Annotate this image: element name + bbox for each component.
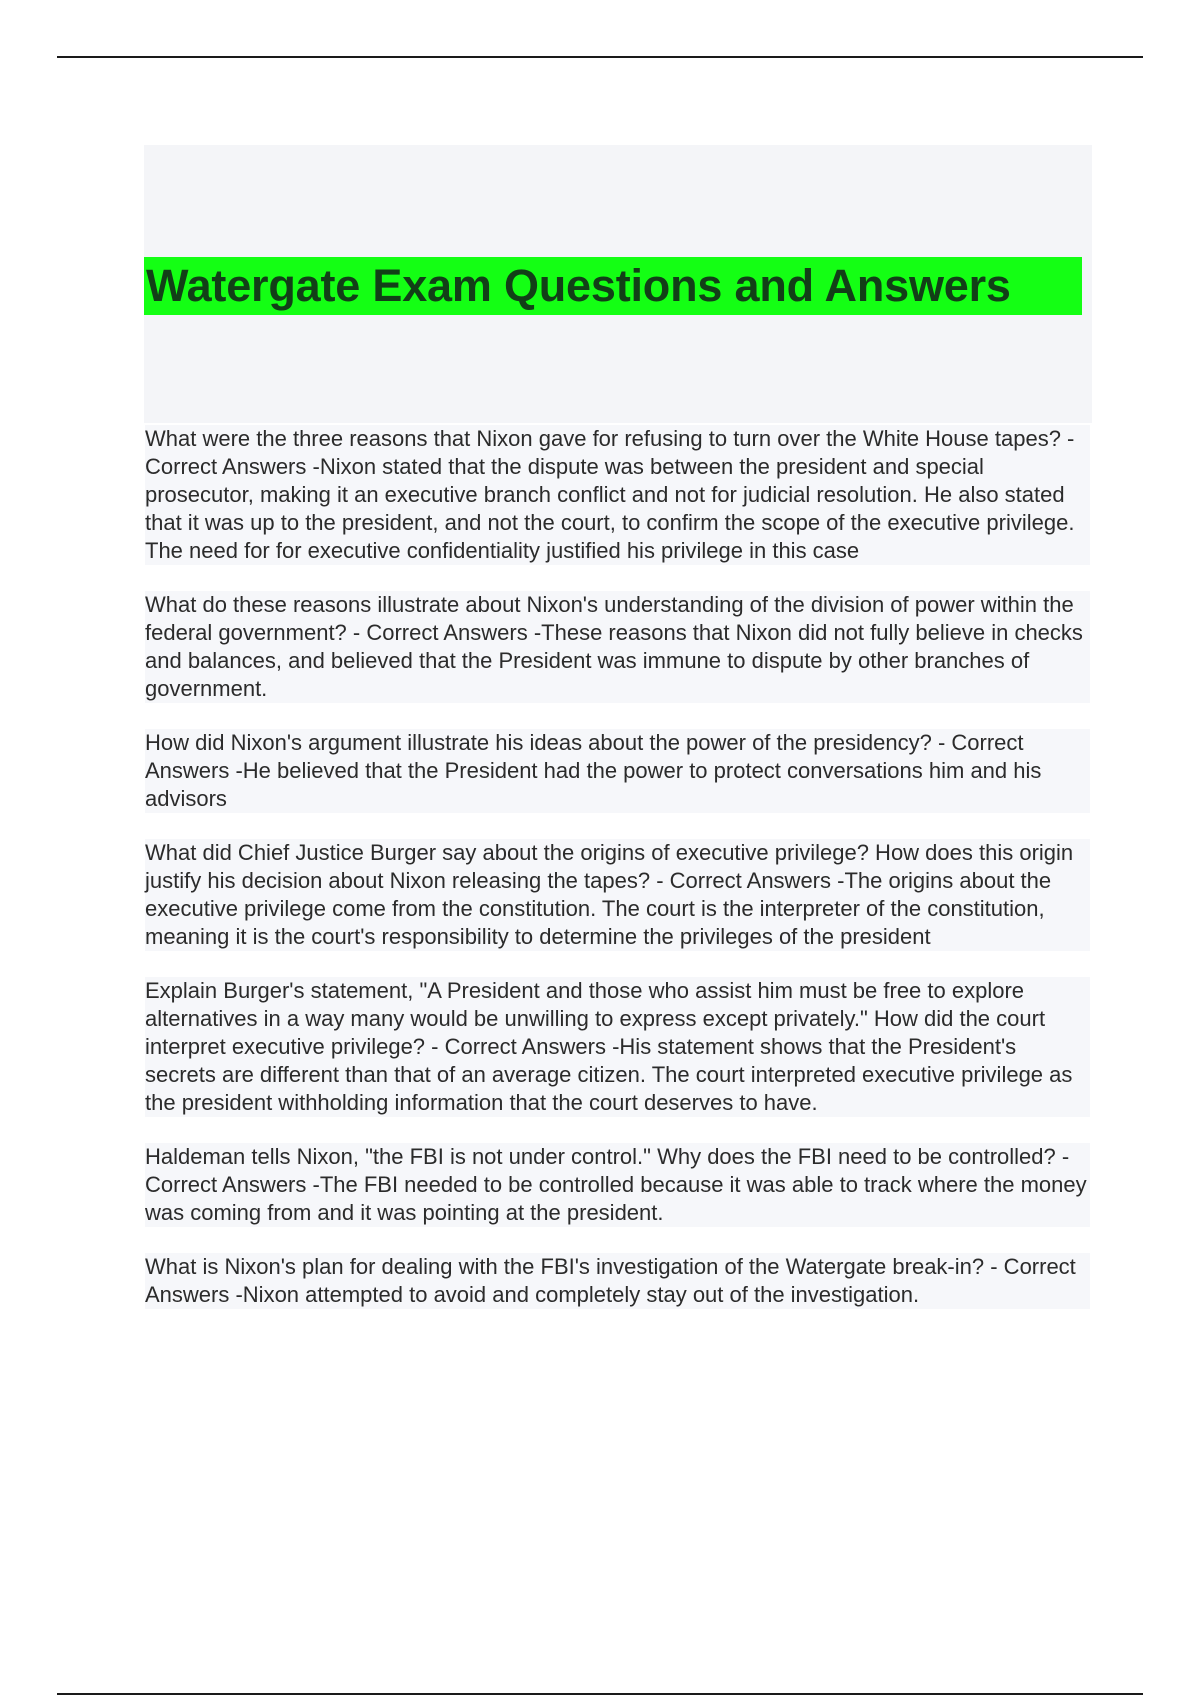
header-rule xyxy=(57,56,1143,58)
qa-item-3 xyxy=(145,729,1090,813)
answer-separator: - Correct Answers - xyxy=(145,730,1024,783)
question-text: Explain Burger's statement, "A President and those who assist him must be free to explore alternatives in a way many would be unwilling to express except privately." How did the court interpret executive privilege? xyxy=(145,978,1046,1059)
answer-separator: - Correct Answers - xyxy=(145,1254,1076,1307)
qa-item-4 xyxy=(145,839,1090,951)
qa-list xyxy=(145,425,1090,1335)
answer-text: His statement shows that the President's secrets are different than that of an average citizen. The court interpreted executive privilege as the president withholding information that the court deserves to have. xyxy=(145,1034,1073,1115)
answer-separator: - Correct Answers - xyxy=(346,620,542,645)
qa-item-5 xyxy=(145,977,1090,1117)
answer-text: He believed that the President had the power to protect conversations him and his advisors xyxy=(145,758,1042,811)
qa-item-7 xyxy=(145,1253,1090,1309)
qa-item-1 xyxy=(145,425,1090,565)
question-text: What were the three reasons that Nixon gave for refusing to turn over the White House tapes? xyxy=(145,426,1061,451)
answer-separator: - Correct Answers - xyxy=(425,1034,620,1059)
question-text: What is Nixon's plan for dealing with the FBI's investigation of the Watergate break-in? xyxy=(145,1254,985,1279)
answer-text: Nixon stated that the dispute was between the president and special prosecutor, making it an executive branch conflict and not for judicial resolution. He also stated that it was up to the president, and not the court, to confirm the scope of the executive privilege. The need for for executive confidentiality justified his privilege in this case xyxy=(145,454,1075,563)
answer-separator: - Correct Answers - xyxy=(145,1144,1070,1197)
qa-item-6 xyxy=(145,1143,1090,1227)
answer-text: The origins about the executive privilege come from the constitution. The court is the interpreter of the constitution, meaning it is the court's responsibility to determine the privileges of the president xyxy=(145,868,1052,949)
answer-text: Nixon attempted to avoid and completely stay out of the investigation. xyxy=(242,1282,920,1307)
question-text: What do these reasons illustrate about Nixon's understanding of the division of power within the federal government? xyxy=(145,592,1074,645)
answer-text: The FBI needed to be controlled because it was able to track where the money was coming from and it was pointing at the president. xyxy=(145,1172,1087,1225)
question-text: Haldeman tells Nixon, "the FBI is not under control." Why does the FBI need to be controlled? xyxy=(145,1144,1056,1169)
page-title: Watergate Exam Questions and Answers xyxy=(144,257,1082,315)
answer-separator: - Correct Answers - xyxy=(650,868,845,893)
answer-separator: - Correct Answers - xyxy=(145,426,1075,479)
title-block xyxy=(144,145,1092,423)
qa-item-2 xyxy=(145,591,1090,703)
question-text: How did Nixon's argument illustrate his ideas about the power of the presidency? xyxy=(145,730,932,755)
question-text: What did Chief Justice Burger say about the origins of executive privilege? How does this origin justify his decision about Nixon releasing the tapes? xyxy=(145,840,1074,893)
footer-rule xyxy=(57,1693,1143,1695)
answer-text: These reasons that Nixon did not fully believe in checks and balances, and believed that the President was immune to dispute by other branches of government. xyxy=(145,620,1083,701)
